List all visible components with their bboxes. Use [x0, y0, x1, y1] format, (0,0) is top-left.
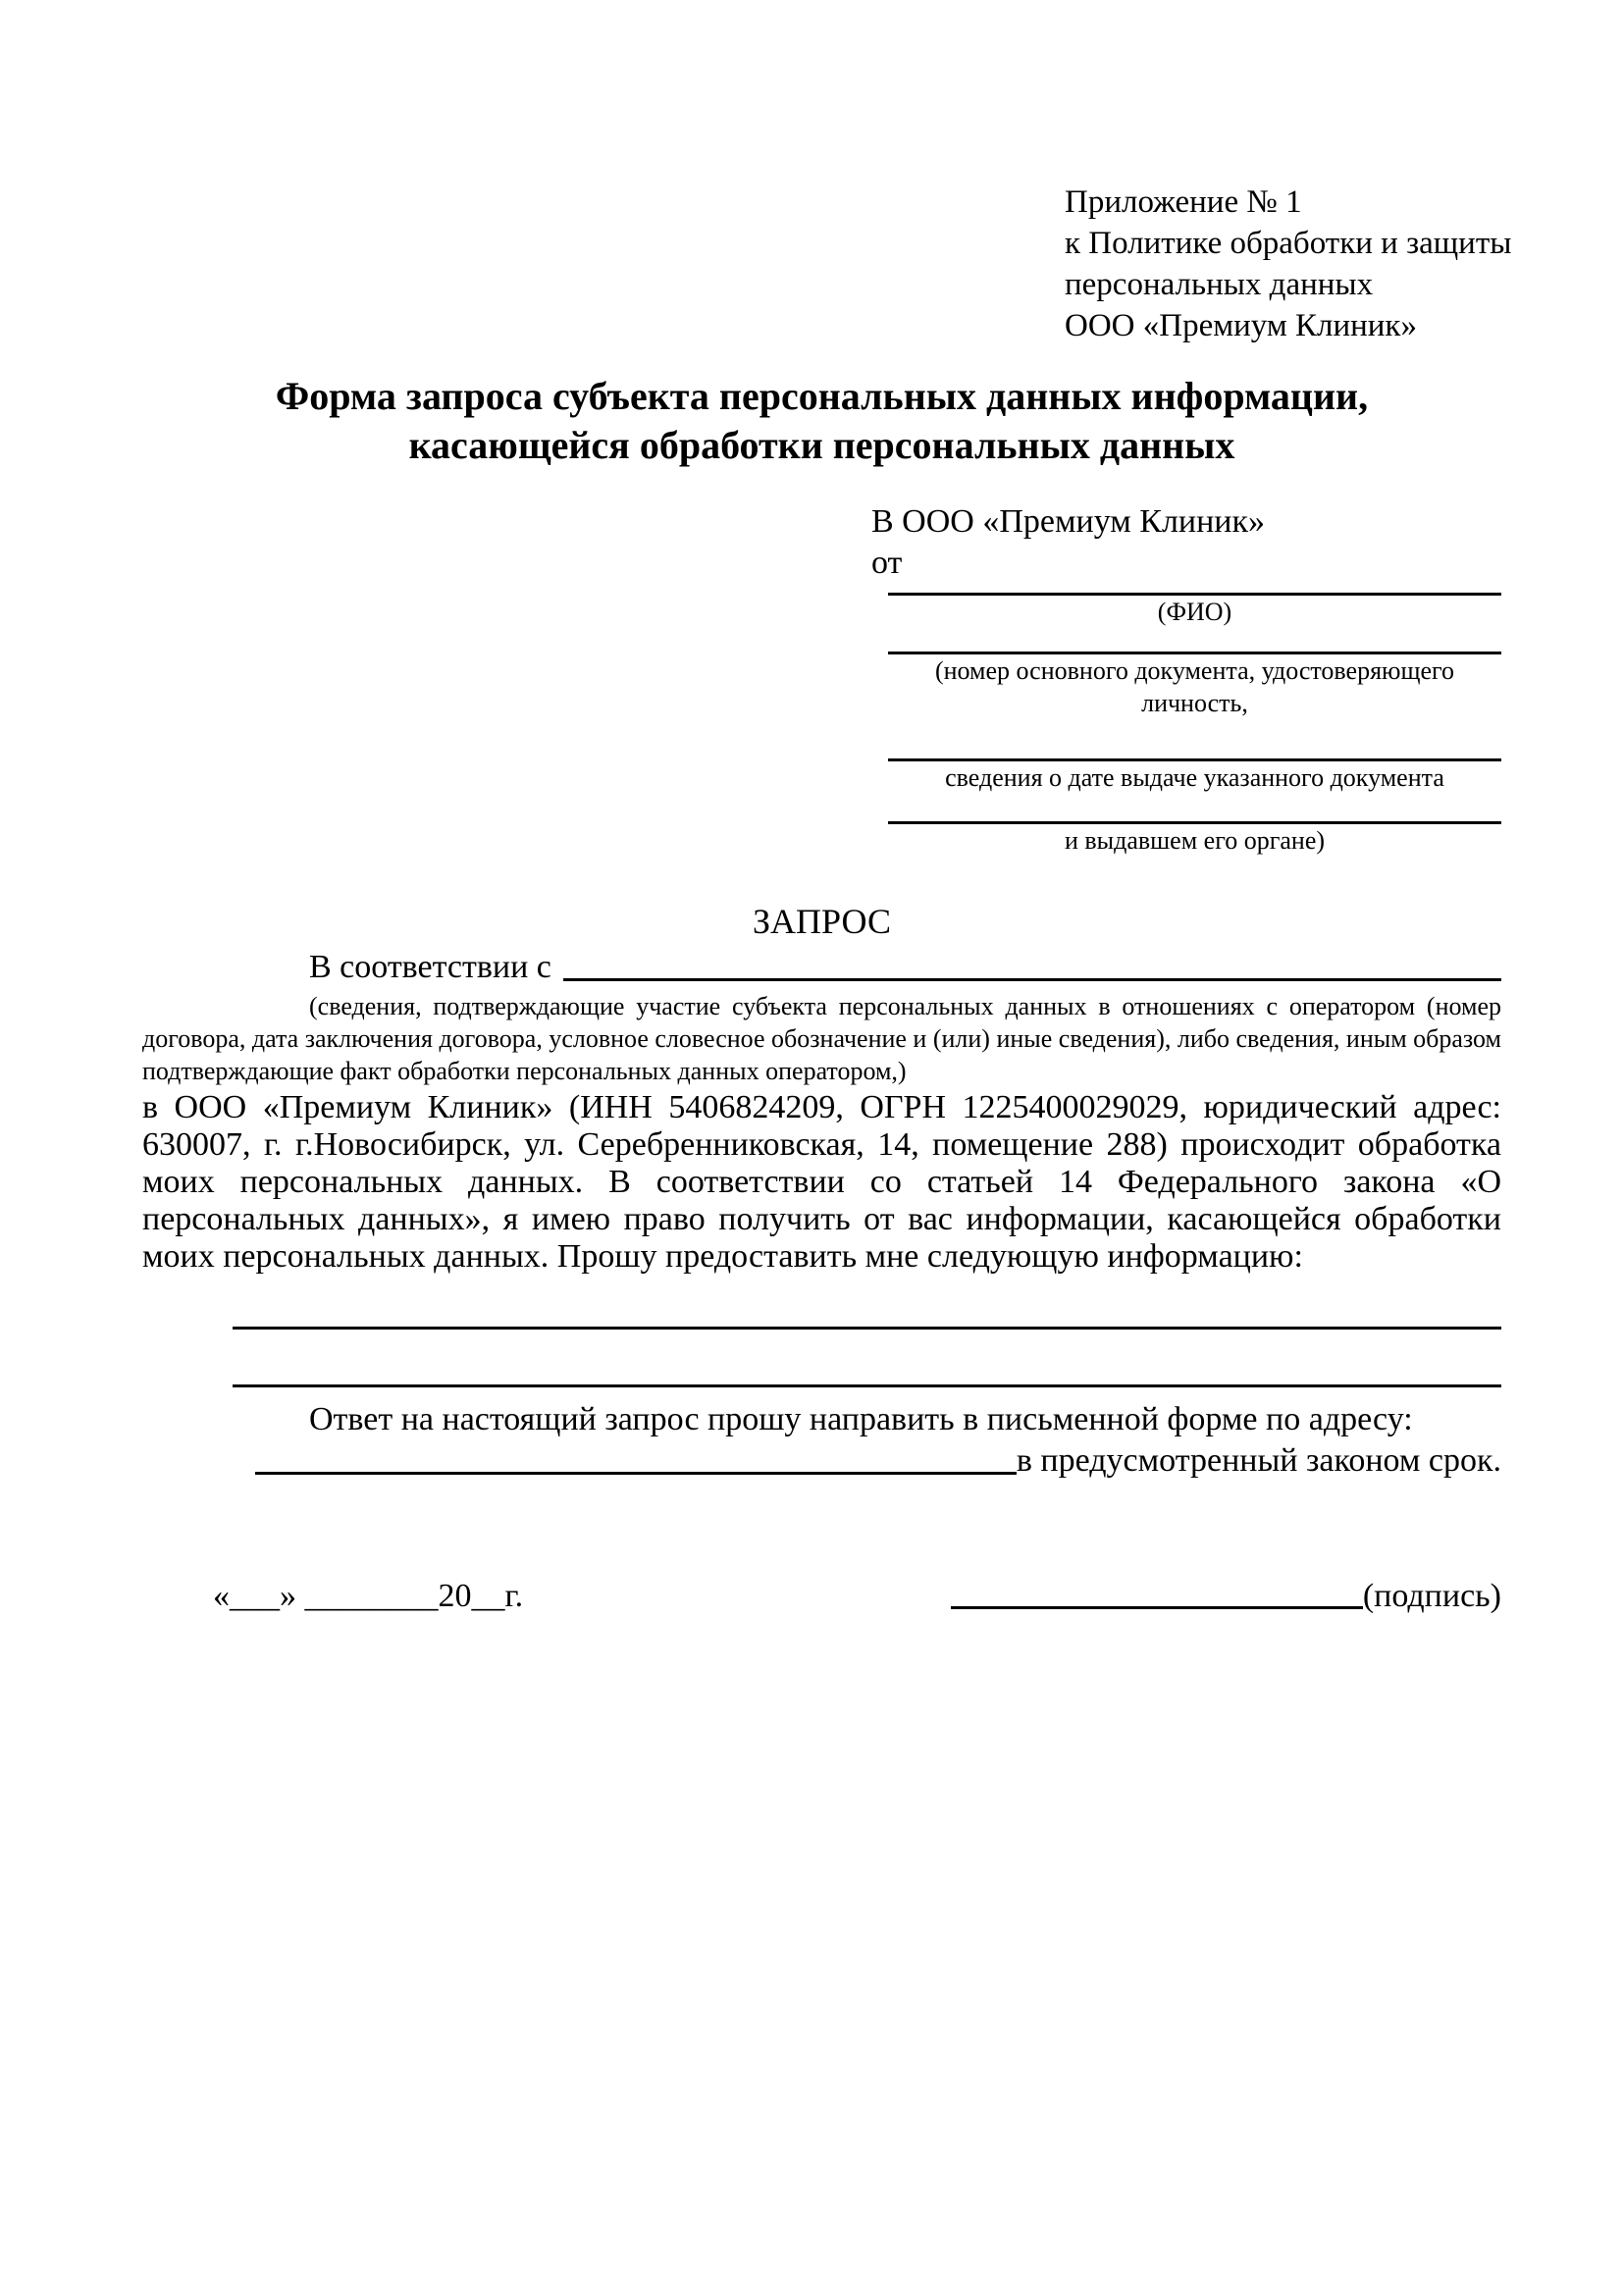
- signature-field-line[interactable]: [951, 1606, 1363, 1609]
- form-title: [142, 372, 1501, 470]
- appendix-header-line: ООО «Премиум Клиник»: [1065, 308, 1417, 343]
- accordance-footnote: (сведения, подтверждающие участие субъекта персональных данных в отношениях с оператором (номер договора, дата заключения договора, условное словесное обозначение и (или) иные сведения), либо сведения, иным образом подтверждающие факт обработки персональных данных оператором,): [142, 992, 1502, 1085]
- addressee-from-label: от: [871, 545, 903, 581]
- appendix-header-line: Приложение № 1: [1065, 184, 1302, 220]
- form-title-line: Форма запроса субъекта персональных данных информации,: [275, 374, 1369, 418]
- signature-caption: (подпись): [1362, 1578, 1501, 1614]
- requested-info-line-1[interactable]: [233, 1327, 1501, 1330]
- addressee-block: [871, 501, 1501, 857]
- appendix-header-line: к Политике обработки и защиты: [1065, 226, 1512, 261]
- accordance-line: [142, 947, 1501, 988]
- request-body-paragraph: в ООО «Премиум Клиник» (ИНН 5406824209, ОГРН 1225400029029, юридический адрес: 630007, г. г.Новосибирск, ул. Серебренниковская, 14, помещение 288) происходит обработка моих персональных данных. В соответствии со статьей 14 Федерального закона «О персональных данных», я имею право получить от вас информации, касающейся обработки моих персональных данных. Прошу предоставить мне следующую информацию:: [142, 1089, 1501, 1275]
- request-heading: ЗАПРОС: [753, 902, 891, 941]
- requested-info-line-2[interactable]: [233, 1384, 1501, 1387]
- appendix-header: [1065, 182, 1512, 346]
- reply-paragraph: Ответ на настоящий запрос прошу направить в письменной форме по адресу:: [309, 1401, 1413, 1437]
- issuing-authority-caption: и выдавшем его органе): [1064, 826, 1326, 855]
- accordance-label: В соответствии с: [309, 949, 551, 985]
- appendix-header-line: персональных данных: [1065, 267, 1374, 302]
- issue-date-caption: сведения о дате выдаче указанного документа: [945, 763, 1444, 792]
- accordance-field-line[interactable]: [563, 978, 1501, 981]
- document-number-caption: (номер основного документа, удостоверяющего личность,: [934, 656, 1455, 717]
- addressee-to: В ООО «Премиум Клиник»: [871, 503, 1266, 540]
- signature-row: [142, 1576, 1501, 1617]
- date-field[interactable]: «___» ________20__г.: [213, 1578, 524, 1614]
- signature-block: [951, 1576, 1501, 1617]
- form-title-line: касающейся обработки персональных данных: [408, 423, 1235, 467]
- address-field-line[interactable]: [255, 1472, 1017, 1475]
- fio-caption: (ФИО): [1157, 598, 1232, 626]
- reply-tail-text: в предусмотренный законом срок.: [1016, 1442, 1501, 1479]
- reply-address-line: [142, 1440, 1501, 1482]
